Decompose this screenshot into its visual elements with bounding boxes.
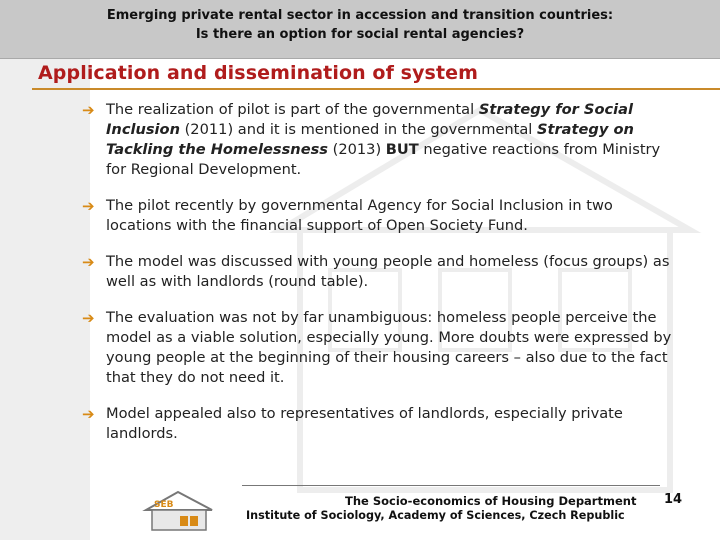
slide-header <box>0 0 720 59</box>
header-title-line2: Is there an option for social rental agencies? <box>195 27 525 42</box>
title-underline <box>32 88 720 90</box>
bullet-text: The pilot recently by governmental Agency for Social Inclusion in two locations with the financial support of Open Society Fund. <box>106 197 613 234</box>
section-title: Application and dissemination of system <box>38 62 479 84</box>
bullet-item <box>82 252 682 292</box>
arrow-right-icon: ➔ <box>82 253 95 271</box>
arrow-right-icon: ➔ <box>82 101 95 119</box>
header-title-line1: Emerging private rental sector in accession and transition countries: <box>106 8 614 23</box>
footer-divider <box>242 485 660 486</box>
footer-institute: Institute of Sociology, Academy of Sciences, Czech Republic <box>246 509 625 522</box>
bullet-item <box>82 404 682 444</box>
bullet-item <box>82 196 682 236</box>
logo-text: SEB <box>154 500 174 510</box>
page-number: 14 <box>664 492 683 507</box>
bullet-text: The model was discussed with young people and homeless (focus groups) as well as with landlords (round table). <box>106 253 670 290</box>
arrow-right-icon: ➔ <box>82 309 95 327</box>
arrow-right-icon: ➔ <box>82 405 95 423</box>
bullet-item <box>82 308 682 388</box>
arrow-right-icon: ➔ <box>82 197 95 215</box>
bullet-text: The evaluation was not by far unambiguous: homeless people perceive the model as a viable solution, especially young. More doubts were expressed by young people at the beginning of their housing careers – also due to the fact that they do not need it. <box>106 309 672 386</box>
house-logo-icon <box>140 488 220 532</box>
bullet-text: Model appealed also to representatives of landlords, especially private landlords. <box>106 405 623 442</box>
bullet-list <box>82 100 682 460</box>
footer-department: The Socio-economics of Housing Department <box>345 494 637 508</box>
bullet-text: The realization of pilot is part of the governmental Strategy for Social Inclusion (2011) and it is mentioned in the governmental Strategy on Tackling the Homelessness (2013) BUT negative reactions from Ministry for Regional Development. <box>106 101 661 178</box>
bullet-item <box>82 100 682 180</box>
